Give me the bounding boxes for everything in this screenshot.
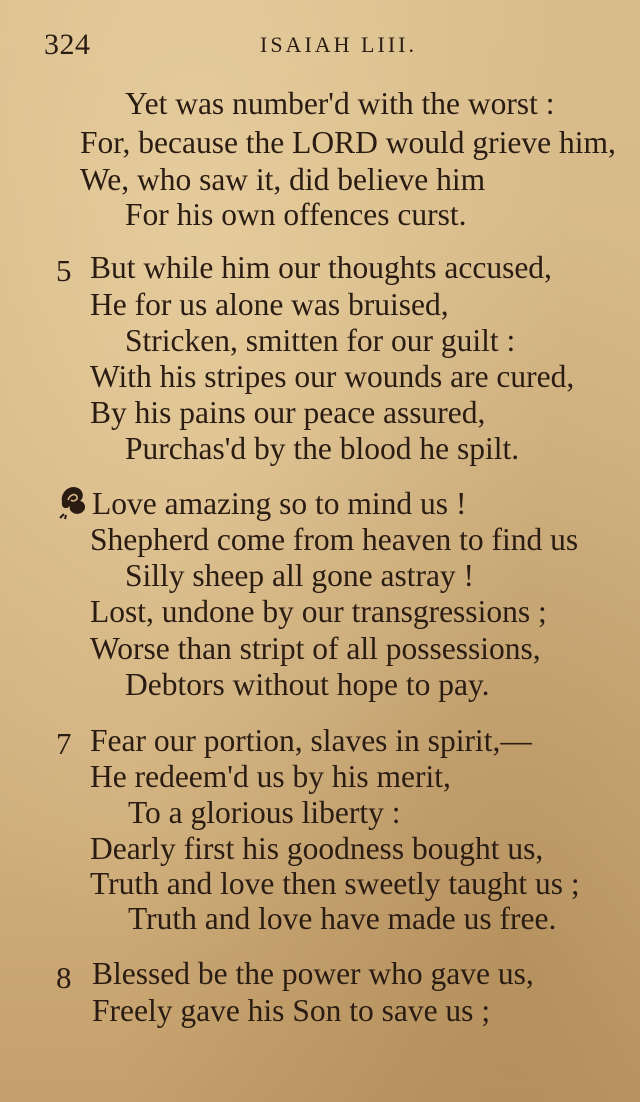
verse-line: Truth and love then sweetly taught us ;: [90, 866, 580, 901]
page-number: 324: [44, 28, 91, 61]
verse-line: He for us alone was bruised,: [90, 287, 449, 322]
verse-line: Silly sheep all gone astray !: [125, 558, 475, 593]
verse-line: Purchas'd by the blood he spilt.: [125, 431, 520, 466]
verse-line: Worse than stript of all possessions,: [90, 631, 541, 666]
stanza-number: 5: [56, 253, 72, 288]
verse-line: But while him our thoughts accused,: [90, 250, 552, 285]
verse-line: For, because the LORD would grieve him,: [80, 125, 616, 160]
verse-line: Blessed be the power who gave us,: [92, 956, 534, 991]
verse-line: He redeem'd us by his merit,: [90, 759, 451, 794]
verse-line: Love amazing so to mind us !: [92, 486, 467, 521]
verse-line: Shepherd come from heaven to find us: [90, 522, 579, 557]
verse-line: With his stripes our wounds are cured,: [90, 359, 575, 394]
verse-line: We, who saw it, did believe him: [80, 162, 486, 197]
stanza-number: 7: [56, 726, 72, 761]
verse-line: Stricken, smitten for our guilt :: [125, 323, 516, 358]
page-header: [44, 28, 614, 68]
fleuron-ornament-icon: [56, 480, 90, 520]
verse-line: Truth and love have made us free.: [128, 901, 557, 936]
verse-line: Debtors without hope to pay.: [125, 667, 490, 702]
verse-line: By his pains our peace assured,: [90, 395, 486, 430]
verse-line: Yet was number'd with the worst :: [125, 86, 555, 121]
running-title: ISAIAH LIII.: [260, 32, 417, 57]
verse-line: Dearly first his goodness bought us,: [90, 831, 544, 866]
verse-line: For his own offences curst.: [125, 197, 467, 232]
verse-line: Freely gave his Son to save us ;: [92, 993, 491, 1028]
stanza-number: 8: [56, 960, 72, 995]
verse-line: Lost, undone by our transgressions ;: [90, 594, 547, 629]
verse-line: To a glorious liberty :: [128, 795, 401, 830]
verse-line: Fear our portion, slaves in spirit,—: [90, 723, 532, 758]
